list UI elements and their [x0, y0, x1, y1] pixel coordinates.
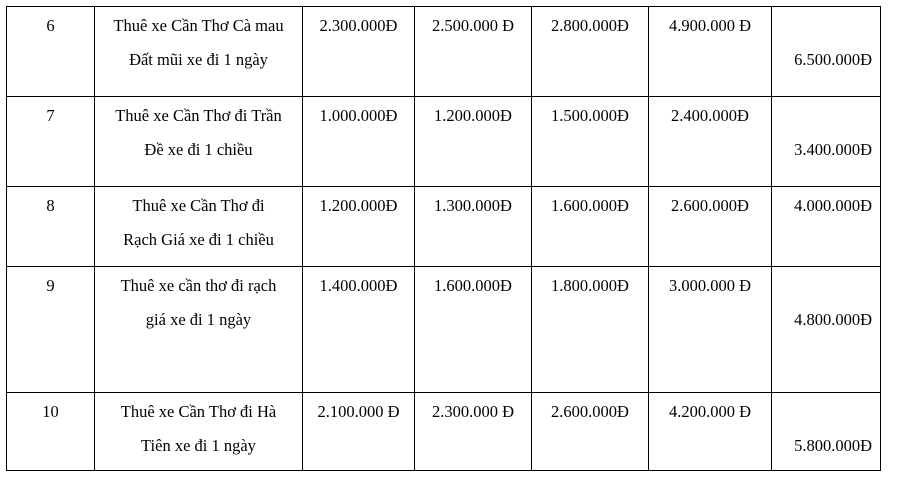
- table-row: [7, 393, 881, 471]
- row-index-cell: 9: [7, 267, 95, 393]
- price-cell: 1.500.000Đ: [532, 97, 649, 187]
- table-row: [7, 7, 881, 97]
- price-cell: 2.500.000 Đ: [415, 7, 532, 97]
- price-cell: 1.300.000Đ: [415, 187, 532, 267]
- price-cell: 2.400.000Đ: [649, 97, 772, 187]
- price-cell: 6.500.000Đ: [772, 7, 881, 97]
- route-description-cell: Thuê xe Cần Thơ đi Hà Tiên xe đi 1 ngày: [95, 393, 303, 471]
- price-cell: 3.000.000 Đ: [649, 267, 772, 393]
- price-cell: 4.800.000Đ: [772, 267, 881, 393]
- price-cell: 1.800.000Đ: [532, 267, 649, 393]
- row-index-cell: 8: [7, 187, 95, 267]
- price-cell: 2.100.000 Đ: [303, 393, 415, 471]
- price-cell: 1.200.000Đ: [303, 187, 415, 267]
- price-table: [6, 6, 881, 471]
- price-cell: 1.000.000Đ: [303, 97, 415, 187]
- price-cell: 5.800.000Đ: [772, 393, 881, 471]
- table-row: [7, 97, 881, 187]
- row-index-cell: 6: [7, 7, 95, 97]
- route-description-cell: Thuê xe Cần Thơ đi Trần Đề xe đi 1 chiều: [95, 97, 303, 187]
- row-index-cell: 7: [7, 97, 95, 187]
- price-cell: 2.600.000Đ: [649, 187, 772, 267]
- price-cell: 4.900.000 Đ: [649, 7, 772, 97]
- route-description-cell: Thuê xe Cần Thơ Cà mau Đất mũi xe đi 1 ngày: [95, 7, 303, 97]
- price-cell: 3.400.000Đ: [772, 97, 881, 187]
- route-description-cell: Thuê xe Cần Thơ đi Rạch Giá xe đi 1 chiều: [95, 187, 303, 267]
- price-cell: 2.600.000Đ: [532, 393, 649, 471]
- price-cell: 1.200.000Đ: [415, 97, 532, 187]
- price-cell: 1.600.000Đ: [532, 187, 649, 267]
- price-cell: 1.600.000Đ: [415, 267, 532, 393]
- price-cell: 4.200.000 Đ: [649, 393, 772, 471]
- price-cell: 2.800.000Đ: [532, 7, 649, 97]
- price-cell: 1.400.000Đ: [303, 267, 415, 393]
- price-cell: 2.300.000 Đ: [415, 393, 532, 471]
- table-row: [7, 267, 881, 393]
- row-index-cell: 10: [7, 393, 95, 471]
- price-cell: 4.000.000Đ: [772, 187, 881, 267]
- table-row: [7, 187, 881, 267]
- price-cell: 2.300.000Đ: [303, 7, 415, 97]
- route-description-cell: Thuê xe cần thơ đi rạch giá xe đi 1 ngày: [95, 267, 303, 393]
